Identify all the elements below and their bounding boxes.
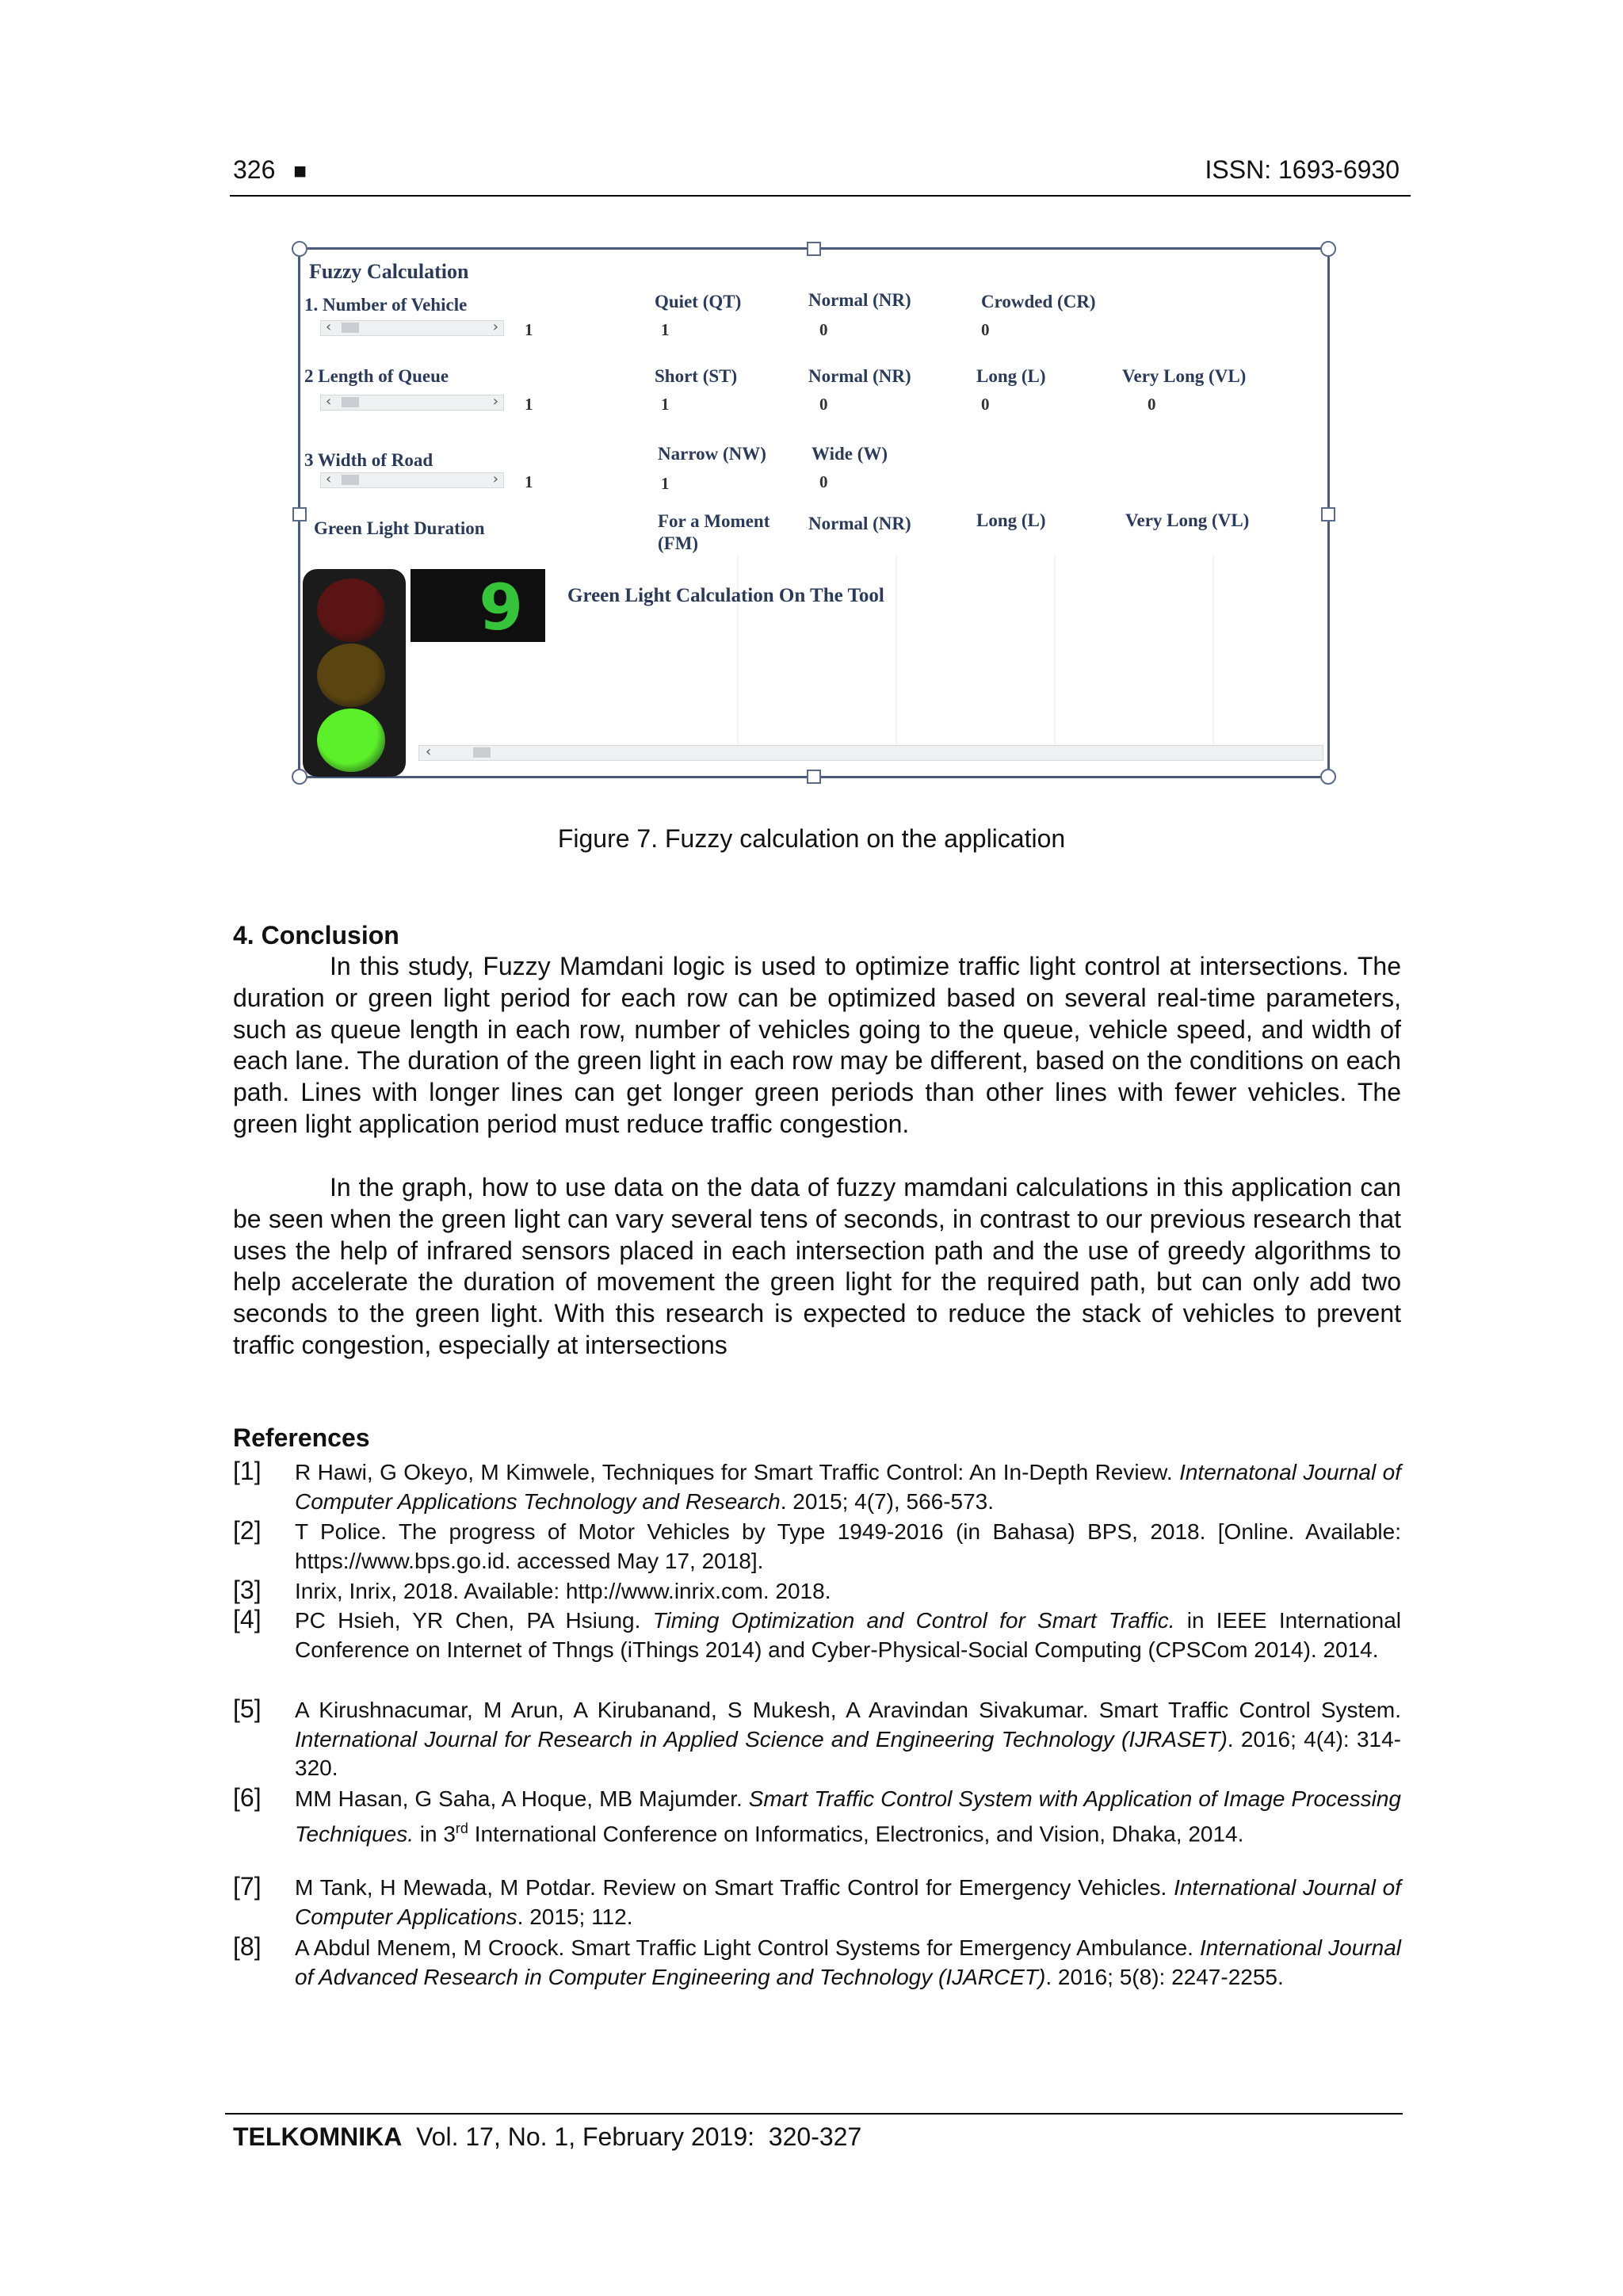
page-number-header bbox=[233, 155, 307, 185]
ref-authors: A Kirushnacumar, M Arun, A Kirubanand, S Mukesh, A Aravindan Sivakumar. Smart Traffic Control System. bbox=[295, 1698, 1401, 1722]
footer bbox=[233, 2122, 861, 2152]
scroll-left-arrow-icon[interactable]: ‹ bbox=[426, 743, 432, 760]
red-lamp-icon bbox=[317, 579, 385, 642]
slider-right-arrow-icon[interactable]: › bbox=[492, 319, 498, 335]
figure-title: Fuzzy Calculation bbox=[309, 260, 469, 283]
reference-item bbox=[295, 1518, 1401, 1576]
ref-authors: T Police. The progress of Motor Vehicles by Type 1949-2016 (in Bahasa) BPS, 2018. [Online. Available: https://www.bps.go.id. accessed May 17, 2018]. bbox=[295, 1519, 1401, 1573]
ref-venue: International Journal for Research in Applied Science and Engineering Technology (IJRASET) bbox=[295, 1726, 1228, 1752]
conclusion-paragraph-2 bbox=[233, 1172, 1401, 1362]
vehicle-slider-value: 1 bbox=[525, 320, 533, 339]
ref-number: [3] bbox=[233, 1576, 262, 1604]
reference-item bbox=[295, 1606, 1401, 1664]
resize-handle-br[interactable] bbox=[1320, 769, 1336, 785]
road-slider-value: 1 bbox=[525, 472, 533, 491]
grid-line bbox=[896, 555, 897, 761]
ref-venue: International Journal of Advanced Research in Computer Engineering and Technology (IJARCET) bbox=[295, 1935, 1401, 1989]
category-short-value: 1 bbox=[661, 395, 670, 414]
ref-venue: Timing Optimization and Control for Smart Traffic. bbox=[652, 1608, 1175, 1633]
category-wide-value: 0 bbox=[819, 472, 828, 491]
slider-left-arrow-icon[interactable]: ‹ bbox=[326, 393, 332, 410]
ref-venue: Internatonal Journal of Computer Applications Technology and Research bbox=[295, 1460, 1401, 1514]
ref-authors: PC Hsieh, YR Chen, PA Hsiung. bbox=[295, 1608, 653, 1633]
category-narrow-value: 1 bbox=[661, 474, 670, 493]
traffic-light bbox=[303, 569, 406, 777]
slider-thumb[interactable] bbox=[342, 323, 359, 333]
queue-slider-value: 1 bbox=[525, 395, 533, 414]
conclusion-paragraph-1 bbox=[233, 951, 1401, 1140]
slider-left-arrow-icon[interactable]: ‹ bbox=[326, 471, 332, 487]
ref-number: [7] bbox=[233, 1872, 262, 1901]
resize-handle-bm[interactable] bbox=[807, 770, 821, 784]
reference-item bbox=[295, 1696, 1401, 1783]
paragraph-text: In the graph, how to use data on the data of fuzzy mamdani calculations in this application can be seen when the green light can vary several tens of seconds, in contrast to our previous research that uses the help of infrared sensors placed in each intersection path and the use of greedy algorithms to help accelerate the duration of movement the green light for the required path, but can only add two seconds to the green light. With this research is expected to reduce the stack of vehicles to prevent traffic congestion, especially at intersections bbox=[233, 1173, 1401, 1359]
ref-details: . 2016; 5(8): 2247-2255. bbox=[1045, 1964, 1284, 1989]
slider-right-arrow-icon[interactable]: › bbox=[492, 393, 498, 410]
resize-handle-tl[interactable] bbox=[292, 241, 307, 257]
green-duration-label: Green Light Duration bbox=[314, 518, 485, 538]
ref-authors: R Hawi, G Okeyo, M Kimwele, Techniques for Smart Traffic Control: An In-Depth Review. bbox=[295, 1460, 1180, 1484]
yellow-lamp-icon bbox=[317, 644, 385, 707]
ref-superscript: rd bbox=[455, 1820, 468, 1836]
category-very-long-value: 0 bbox=[1148, 395, 1156, 414]
category-quiet-value: 1 bbox=[661, 320, 670, 339]
resize-handle-mr[interactable] bbox=[1321, 507, 1335, 521]
category-wide: Wide (W) bbox=[812, 444, 888, 464]
green-lamp-icon bbox=[317, 709, 385, 772]
ref-details: . 2015; 4(7), 566-573. bbox=[780, 1488, 995, 1514]
reference-item bbox=[295, 1458, 1401, 1516]
resize-handle-tm[interactable] bbox=[807, 242, 821, 256]
references-heading: References bbox=[233, 1423, 370, 1452]
duration-very-long: Very Long (VL) bbox=[1125, 510, 1250, 530]
ref-in: in 3 bbox=[413, 1820, 456, 1846]
row-label-vehicles: 1. Number of Vehicle bbox=[304, 295, 468, 315]
issn-label: ISSN: 1693-6930 bbox=[1205, 155, 1400, 184]
category-long-value: 0 bbox=[981, 395, 990, 414]
road-slider[interactable] bbox=[320, 472, 504, 488]
tool-label: Green Light Calculation On The Tool bbox=[567, 585, 884, 606]
category-very-long: Very Long (VL) bbox=[1122, 366, 1247, 386]
queue-slider[interactable] bbox=[320, 395, 504, 411]
figure-caption: Figure 7. Fuzzy calculation on the application bbox=[557, 824, 1066, 853]
ref-number: [4] bbox=[233, 1605, 262, 1633]
category-crowded-value: 0 bbox=[981, 320, 990, 339]
reference-item bbox=[295, 1785, 1401, 1848]
ref-number: [2] bbox=[233, 1516, 262, 1545]
ref-details: . 2016; 4(4): 314-320. bbox=[295, 1726, 1401, 1780]
resize-handle-tr[interactable] bbox=[1320, 241, 1336, 257]
ref-number: [1] bbox=[233, 1457, 262, 1485]
scrollbar-thumb[interactable] bbox=[473, 747, 491, 758]
ref-authors: MM Hasan, G Saha, A Hoque, MB Majumder. bbox=[295, 1786, 749, 1811]
header-rule bbox=[230, 195, 1411, 197]
horizontal-scrollbar[interactable] bbox=[418, 745, 1323, 761]
category-normal-value: 0 bbox=[819, 320, 828, 339]
footer-rule bbox=[225, 2113, 1403, 2115]
ref-details: . 2015; 112. bbox=[517, 1904, 633, 1929]
slider-right-arrow-icon[interactable]: › bbox=[492, 471, 498, 487]
countdown-display bbox=[411, 569, 545, 642]
ref-details: in IEEE International Conference on Internet of Thngs (iThings 2014) and Cyber-Physical-Social Computing (CPSCom 2014). 2014. bbox=[295, 1608, 1401, 1662]
conclusion-heading: 4. Conclusion bbox=[233, 921, 399, 949]
resize-handle-ml[interactable] bbox=[292, 507, 307, 521]
journal-details: Vol. 17, No. 1, February 2019: 320-327 bbox=[402, 2122, 862, 2151]
ref-details: International Conference on Informatics, Electronics, and Vision, Dhaka, 2014. bbox=[468, 1820, 1244, 1846]
reference-item bbox=[295, 1577, 1401, 1606]
ref-authors: Inrix, Inrix, 2018. Available: http://www.inrix.com. 2018. bbox=[295, 1579, 831, 1603]
countdown-value: 9 bbox=[479, 571, 523, 644]
duration-for-a-moment: For a Moment (FM) bbox=[658, 511, 770, 553]
category-normal-queue: Normal (NR) bbox=[808, 366, 911, 386]
header-bullet: ■ bbox=[293, 159, 307, 183]
page-number: 326 bbox=[233, 155, 276, 184]
slider-left-arrow-icon[interactable]: ‹ bbox=[326, 319, 332, 335]
reference-item bbox=[295, 1934, 1401, 1992]
grid-line bbox=[1212, 555, 1214, 761]
duration-long: Long (L) bbox=[976, 510, 1046, 530]
category-narrow: Narrow (NW) bbox=[658, 444, 766, 464]
row-label-queue: 2 Length of Queue bbox=[304, 366, 449, 386]
row-label-road: 3 Width of Road bbox=[304, 450, 433, 470]
ref-number: [6] bbox=[233, 1783, 262, 1812]
ref-number: [5] bbox=[233, 1694, 262, 1723]
duration-normal: Normal (NR) bbox=[808, 514, 911, 533]
vehicle-slider[interactable] bbox=[320, 320, 504, 336]
ref-venue: International Journal of Computer Applications bbox=[295, 1875, 1401, 1929]
ref-authors: A Abdul Menem, M Croock. Smart Traffic Light Control Systems for Emergency Ambulance. bbox=[295, 1935, 1201, 1960]
slider-thumb[interactable] bbox=[342, 397, 359, 407]
ref-venue: Smart Traffic Control System with Application of Image Processing Techniques. bbox=[295, 1786, 1401, 1846]
category-crowded: Crowded (CR) bbox=[981, 292, 1096, 311]
ref-authors: M Tank, H Mewada, M Potdar. Review on Smart Traffic Control for Emergency Vehicles. bbox=[295, 1875, 1174, 1900]
category-short: Short (ST) bbox=[655, 366, 738, 386]
grid-line bbox=[1054, 555, 1056, 761]
category-normal: Normal (NR) bbox=[808, 290, 911, 310]
reference-item bbox=[295, 1874, 1401, 1931]
category-quiet: Quiet (QT) bbox=[655, 292, 742, 311]
category-normal-queue-value: 0 bbox=[819, 395, 828, 414]
category-long: Long (L) bbox=[976, 366, 1046, 386]
ref-number: [8] bbox=[233, 1932, 262, 1961]
slider-thumb[interactable] bbox=[342, 475, 359, 485]
journal-name: TELKOMNIKA bbox=[233, 2122, 403, 2151]
paragraph-text: In this study, Fuzzy Mamdani logic is used to optimize traffic light control at intersections. The duration or green light period for each row can be optimized based on several real-time parameters, such as queue length in each row, number of vehicles going to the queue, vehicle speed, and width of each lane. The duration of the green light in each row may be different, based on the conditions on each path. Lines with longer lines can get longer green periods than other lines with fewer vehicles. The green light application period must reduce traffic congestion. bbox=[233, 952, 1401, 1138]
